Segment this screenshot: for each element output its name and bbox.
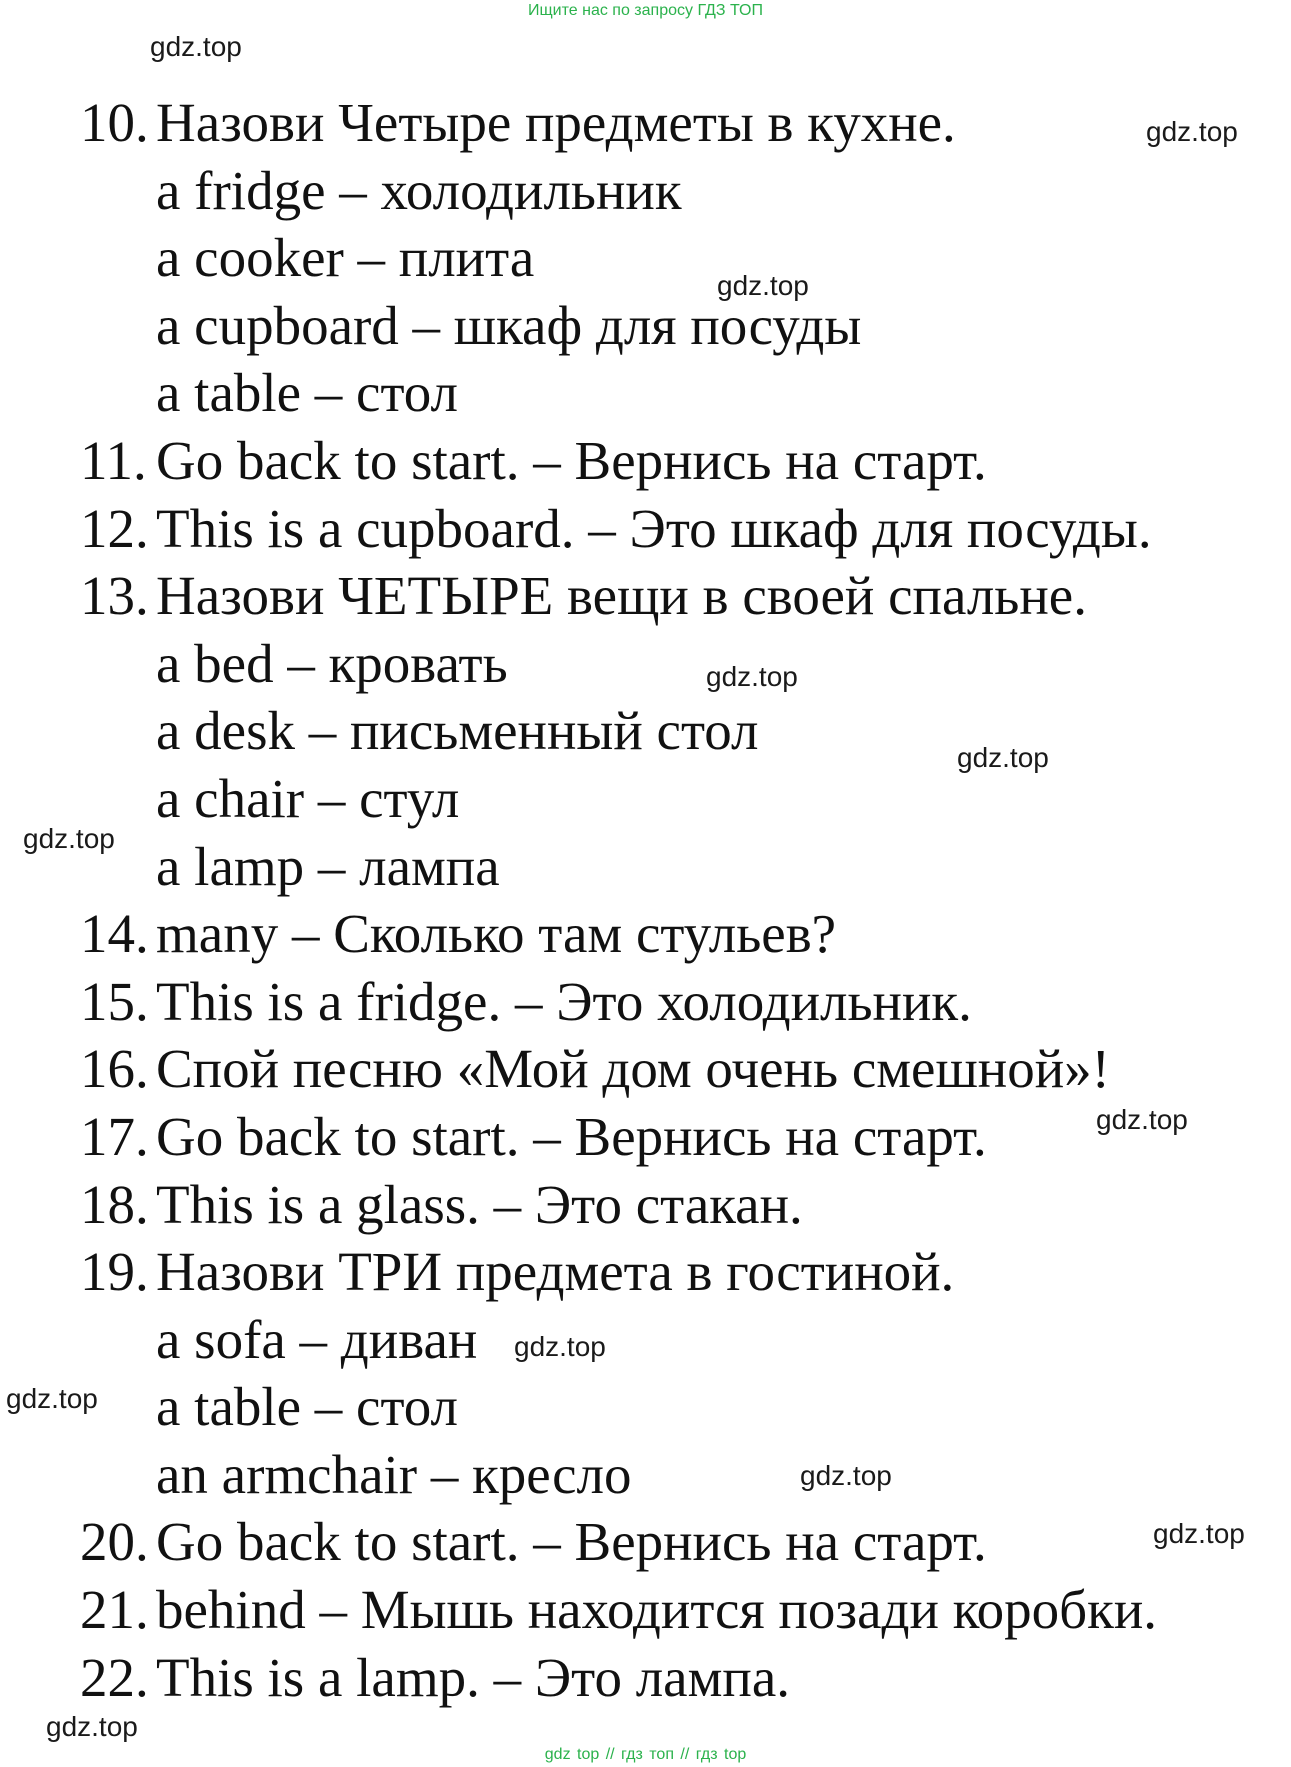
item-text: a lamp – лампа [156, 835, 500, 897]
watermark: gdz.top [150, 31, 242, 62]
list-item [0, 697, 1291, 765]
list-item [0, 900, 1291, 968]
list-item [0, 562, 1291, 630]
list-item [0, 427, 1291, 495]
watermark: gdz.top [46, 1711, 138, 1742]
item-text: Go back to start. – Вернись на старт. [156, 429, 987, 491]
watermark: gdz.top [23, 823, 115, 854]
item-text: a table – стол [156, 1376, 458, 1438]
bottom-banner: gdz top // гдз топ // гдз top [544, 1746, 747, 1763]
list-item [0, 833, 1291, 901]
item-text: This is a fridge. – Это холодильник. [156, 970, 972, 1032]
list-item [0, 1441, 1291, 1509]
watermark: gdz.top [1146, 116, 1238, 147]
item-number: 12. [80, 497, 149, 559]
list-item [0, 1306, 1291, 1374]
item-number: 14. [80, 903, 149, 965]
watermark: gdz.top [957, 742, 1049, 773]
list-item [0, 1508, 1291, 1576]
item-number: 11. [80, 429, 147, 491]
item-text: Спой песню «Мой дом очень смешной»! [156, 1038, 1110, 1100]
item-text: a cooker – плита [156, 227, 535, 289]
list-item [0, 1644, 1291, 1712]
list-item [0, 1171, 1291, 1239]
list-item [0, 359, 1291, 427]
watermark: gdz.top [1096, 1104, 1188, 1135]
watermark: gdz.top [1153, 1518, 1245, 1549]
item-text: a desk – письменный стол [156, 700, 759, 762]
watermark: gdz.top [800, 1460, 892, 1491]
list-item [0, 495, 1291, 563]
item-number: 20. [80, 1511, 149, 1573]
item-text: Go back to start. – Вернись на старт. [156, 1105, 987, 1167]
item-text: This is a glass. – Это стакан. [156, 1173, 803, 1235]
list-item [0, 630, 1291, 698]
item-text: a fridge – холодильник [156, 159, 682, 221]
item-text: many – Сколько там стульев? [156, 903, 837, 965]
watermark: gdz.top [706, 661, 798, 692]
list-item [0, 224, 1291, 292]
list-item [0, 765, 1291, 833]
item-number: 17. [80, 1105, 149, 1167]
item-text: a chair – стул [156, 767, 460, 829]
list-item [0, 968, 1291, 1036]
watermark: gdz.top [514, 1331, 606, 1362]
item-number: 22. [80, 1646, 149, 1708]
item-number: 21. [80, 1579, 149, 1641]
list-item [0, 1238, 1291, 1306]
item-text: a cupboard – шкаф для посуды [156, 294, 862, 356]
watermark: gdz.top [6, 1383, 98, 1414]
item-text: a sofa – диван [156, 1308, 478, 1370]
top-banner: Ищите нас по запросу ГДЗ ТОП [528, 2, 763, 19]
item-text: behind – Мышь находится позади коробки. [156, 1579, 1158, 1641]
item-text: Назови Четыре предметы в кухне. [156, 92, 956, 153]
list-item [0, 157, 1291, 225]
item-text: This is a lamp. – Это лампа. [156, 1646, 790, 1708]
item-text: a table – стол [156, 362, 458, 424]
list-item [0, 292, 1291, 360]
item-number: 15. [80, 970, 149, 1032]
item-text: a bed – кровать [156, 632, 508, 694]
item-text: Go back to start. – Вернись на старт. [156, 1511, 987, 1573]
item-text: Назови ЧЕТЫРЕ вещи в своей спальне. [156, 565, 1087, 627]
list-item [0, 1373, 1291, 1441]
item-text: Назови ТРИ предмета в гостиной. [156, 1241, 955, 1303]
watermark: gdz.top [717, 270, 809, 301]
item-number: 18. [80, 1173, 149, 1235]
list-item [0, 1576, 1291, 1644]
list-item [0, 1035, 1291, 1103]
item-number: 13. [80, 565, 149, 627]
answer-list [0, 89, 1291, 1711]
list-item [0, 89, 1291, 157]
item-text: an armchair – кресло [156, 1443, 632, 1505]
item-text: This is a cupboard. – Это шкаф для посуды. [156, 497, 1152, 559]
item-number: 10. [80, 92, 149, 153]
item-number: 19. [80, 1241, 149, 1303]
item-number: 16. [80, 1038, 149, 1100]
